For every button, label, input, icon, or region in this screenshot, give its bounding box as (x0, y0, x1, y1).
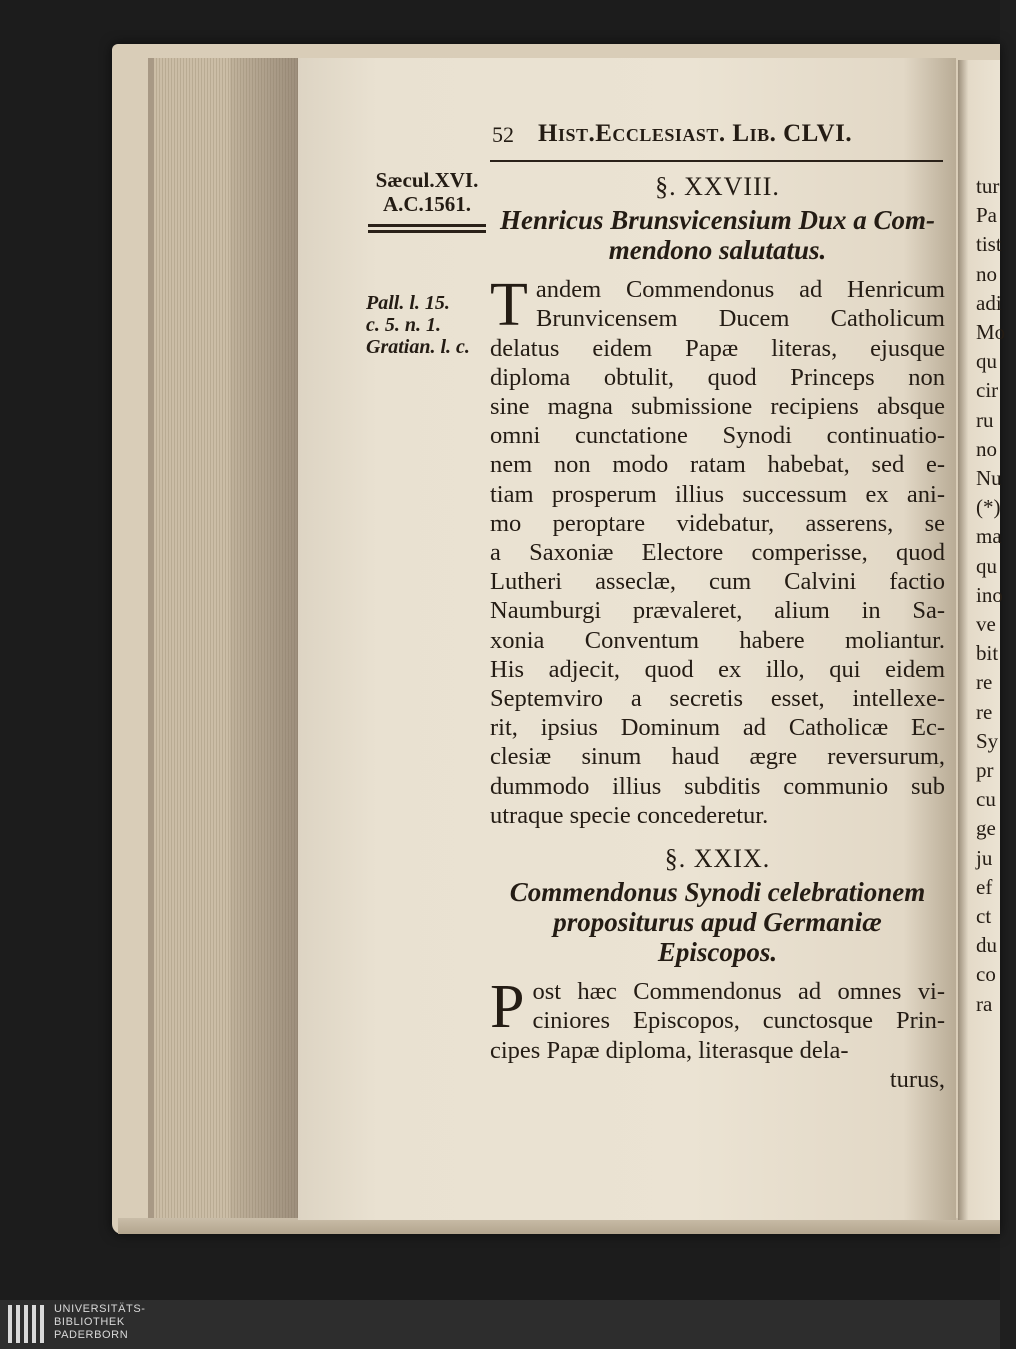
next-page-fragment: adi (976, 290, 1002, 315)
next-page-fragment: tur (976, 174, 1000, 198)
text-line: His adjecit, quod ex illo, qui eidem (490, 655, 945, 683)
running-head-title: Hist.Ecclesiast. Lib. CLVI. (538, 120, 853, 147)
text-line: omni cunctatione Synodi continuatio- (490, 422, 945, 450)
margin-note-references (366, 292, 470, 358)
library-name-line: UNIVERSITÄTS- (54, 1303, 146, 1315)
next-page-fragment: Nu (976, 466, 1002, 491)
running-head-rule (490, 160, 943, 162)
next-page-fragment: qu (976, 349, 997, 374)
text-line: andem Commendonus ad Henricum (535, 276, 945, 304)
text-line: sine magna submissione recipiens absque (490, 393, 945, 421)
library-name-line: PADERBORN (54, 1329, 129, 1341)
margin-annus: A.C.1561. (382, 192, 472, 216)
section-number: §. XXVIII. (655, 172, 780, 201)
margin-reference: c. 5. n. 1. (366, 314, 441, 336)
text-line: Brunvicensem Ducem Catholicum (536, 305, 945, 333)
text-line: dummodo illius subditis communio sub (490, 772, 945, 800)
next-page-fragment: re (976, 670, 993, 695)
text-line: delatus eidem Papæ literas, ejusque (490, 334, 945, 362)
next-page-fragment: ct (976, 904, 992, 929)
section-title-line: Episcopos. (657, 937, 778, 968)
text-line: utraque specie concederetur. (490, 801, 769, 829)
paragraph (490, 271, 945, 830)
text-line: mo peroptare videbatur, asserens, se (490, 509, 945, 537)
text-line: Naumburgi prævaleret, alium in Sa- (490, 597, 945, 625)
next-page-fragment: ge (976, 816, 996, 841)
next-page-fragment: qu (976, 553, 997, 578)
margin-reference: Gratian. l. c. (366, 336, 470, 358)
next-page-fragment: pr (976, 758, 994, 783)
library-name-line: BIBLIOTHEK (54, 1316, 125, 1328)
text-line: a Saxoniæ Electore comperisse, quod (490, 539, 945, 567)
drop-initial: P (490, 973, 525, 1042)
next-page-fragment: ju (976, 845, 993, 870)
next-page-fragment: re (976, 699, 993, 724)
next-page-fragment: Pa (976, 203, 997, 228)
running-head (492, 118, 942, 158)
next-page-fragment: no (976, 261, 997, 286)
next-page-fragment: tist (976, 232, 1002, 257)
text-line: Lutheri asseclæ, cum Calvini factio (490, 568, 945, 596)
next-page-fragment: ef (976, 874, 993, 899)
next-page-fragment: ma (976, 524, 1002, 549)
section-title-line: Commendonus Synodi celebrationem (509, 877, 926, 908)
section-title-line: Henricus Brunsvicensium Dux a Com- (499, 205, 936, 236)
text-line: cipes Papæ diploma, literasque dela- (490, 1036, 849, 1064)
margin-reference: Pall. l. 15. (366, 292, 450, 314)
text-line: Septemviro a secretis esset, intellexe- (490, 685, 945, 713)
section-number: §. XXIX. (664, 844, 771, 874)
page-number: 52 (492, 122, 514, 147)
section-title (490, 205, 945, 265)
next-page-fragment: cu (976, 787, 996, 812)
library-footer (0, 1300, 1000, 1349)
section-title-line: mendono salutatus. (608, 235, 827, 266)
next-page-text-fragments (976, 172, 1016, 1019)
paragraph (490, 973, 945, 1065)
text-line: ost hæc Commendonus ad omnes vi- (532, 978, 945, 1006)
library-logo-icon (6, 1303, 46, 1345)
text-line: diploma obtulit, quod Princeps non (490, 363, 945, 391)
next-page-fragment: ru (976, 407, 994, 432)
next-page-fragment: Sy (976, 728, 999, 753)
next-page-fragment: (*) (976, 495, 1001, 520)
margin-note-date (368, 168, 486, 216)
next-page-fragment: Mo (976, 320, 1006, 345)
section-title-line: propositurus apud Germaniæ (553, 907, 882, 938)
library-name (54, 1303, 146, 1342)
margin-double-rule (368, 224, 486, 233)
text-line: tiam prosperum illius successum ex ani- (490, 480, 945, 508)
next-page-fragment: no (976, 436, 997, 461)
next-page-fragment: ve (976, 612, 996, 637)
drop-initial: T (490, 271, 528, 340)
margin-saeculum: Sæcul.XVI. (375, 168, 479, 192)
next-page-fragment: cir (976, 378, 999, 403)
catchword: turus, (889, 1065, 945, 1093)
text-line: rit, ipsius Dominum ad Catholicæ Ec- (490, 714, 945, 742)
text-line: ciniores Episcopos, cunctosque Prin- (532, 1007, 945, 1035)
text-line: xonia Conventum habere moliantur. (490, 626, 945, 654)
next-page-fragment: du (976, 933, 997, 958)
next-page-fragment: co (976, 962, 996, 987)
main-text-block (490, 172, 945, 1094)
next-page-fragment: ino (976, 582, 1003, 607)
next-page-fragment: bit (976, 641, 999, 666)
text-line: nem non modo ratam habebat, sed e- (490, 451, 945, 479)
page-stack-shadow (230, 58, 298, 1220)
book-bottom-edge (118, 1218, 1000, 1234)
text-line: clesiæ sinum haud ægre reversurum, (490, 743, 945, 771)
next-page-fragment: ra (976, 991, 993, 1016)
section-title (490, 877, 945, 967)
